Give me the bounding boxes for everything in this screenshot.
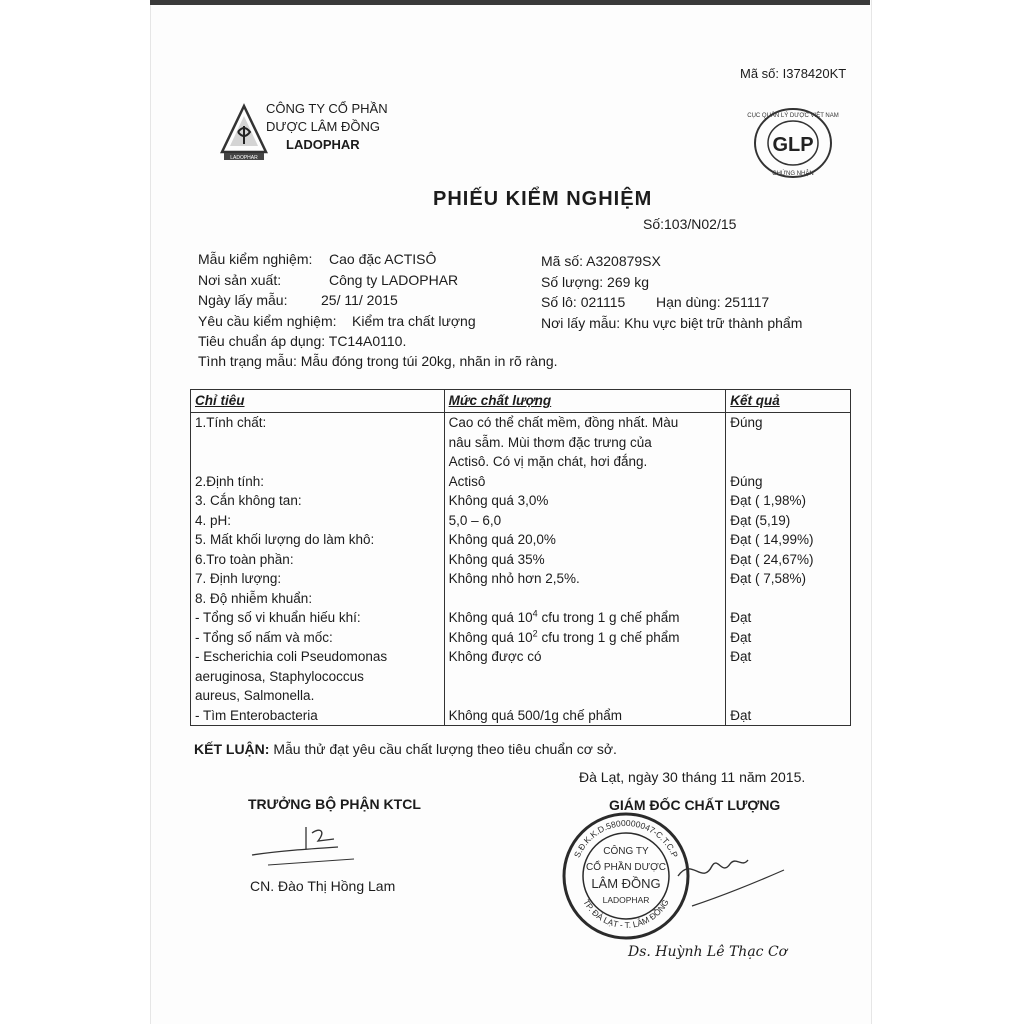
cell-criteria [191, 550, 445, 570]
cell-line: Đạt ( 1,98%) [730, 493, 807, 508]
right-signature-icon [672, 836, 792, 916]
sample-quantity: Số lượng: 269 kg [541, 274, 650, 290]
cell-line: Đạt [730, 610, 752, 625]
cell-result [726, 550, 851, 570]
place-date: Đà Lạt, ngày 30 tháng 11 năm 2015. [579, 769, 806, 785]
table-header-row [191, 390, 851, 413]
table-row [191, 628, 851, 648]
cell-result [726, 608, 851, 628]
cell-standard [444, 413, 726, 472]
cell-line: 6.Tro toàn phần: [195, 551, 294, 567]
cell-standard [444, 647, 726, 706]
standard-text: Tiêu chuẩn áp dụng: TC14A0110. [198, 333, 407, 349]
cell-line: Không quá 500/1g chế phẩm [448, 707, 622, 723]
cell-standard [444, 550, 726, 570]
cell-line: nâu sẫm. Mùi thơm đặc trưng của [448, 434, 652, 450]
cell-line [449, 589, 722, 609]
header-standard: Mức chất lượng [444, 390, 726, 413]
cell-standard [444, 491, 726, 511]
cell-line: Không quá 20,0% [448, 532, 556, 547]
cell-result [726, 491, 851, 511]
cell-standard [444, 706, 726, 726]
cell-result [726, 413, 851, 472]
cell-line: - Escherichia coli Pseudomonas [195, 649, 388, 664]
cell-line: Actisô. Có vị mặn chát, hơi đắng. [448, 454, 648, 469]
glp-seal-icon [747, 106, 839, 180]
cell-line: 7. Định lượng: [195, 571, 282, 586]
cell-line: - Tổng số nấm và mốc: [195, 629, 333, 645]
cell-result [726, 569, 851, 589]
conclusion [194, 741, 617, 758]
table-row [191, 589, 851, 609]
cell-criteria [191, 706, 445, 726]
cell-standard [444, 530, 726, 550]
table-row [191, 608, 851, 628]
company-name-line3: LADOPHAR [286, 137, 360, 152]
table-row [191, 706, 851, 726]
cell-standard [444, 608, 726, 628]
maker-value: Công ty LADOPHAR [329, 272, 459, 288]
table-row [191, 472, 851, 492]
cell-criteria [191, 647, 445, 706]
cell-line: Đạt [730, 649, 752, 664]
cell-result [726, 706, 851, 726]
cell-standard [444, 569, 726, 589]
cell-criteria [191, 530, 445, 550]
cell-line [195, 433, 440, 453]
table-row [191, 491, 851, 511]
cell-line: aureus, Salmonella. [195, 688, 315, 703]
cell-result [726, 511, 851, 531]
cell-line: Đạt (5,19) [730, 512, 791, 528]
cell-line: 3. Cắn không tan: [195, 493, 302, 508]
cell-line: Cao có thể chất mềm, đồng nhất. Màu [448, 415, 679, 430]
cell-line: Không quá 35% [448, 551, 545, 567]
table-row [191, 550, 851, 570]
page-top-edge [150, 0, 870, 5]
cell-line: - Tìm Enterobacteria [195, 707, 318, 723]
header-criteria: Chỉ tiêu [191, 390, 445, 413]
company-name-line2: DƯỢC LÂM ĐỒNG [266, 119, 380, 134]
test-results-table [190, 389, 851, 726]
cell-criteria [191, 413, 445, 472]
glp-seal-ring-top: CỤC QUẢN LÝ DƯỢC VIỆT NAM [747, 113, 839, 119]
stamp-line4: LADOPHAR [602, 895, 650, 905]
table-row [191, 530, 851, 550]
maker-label: Nơi sản xuất: [198, 272, 282, 288]
document-code: Mã số: I378420KT [740, 66, 847, 81]
header-result: Kết quả [726, 390, 851, 413]
sample-label: Mẫu kiểm nghiệm: [198, 251, 313, 267]
cell-line [449, 667, 722, 687]
expiry-date: Hạn dùng: 251117 [656, 294, 770, 310]
company-logo-icon [220, 104, 268, 162]
cell-result [726, 589, 851, 609]
cell-line: 5. Mất khối lượng do làm khô: [195, 532, 375, 547]
table-row [191, 511, 851, 531]
request-label: Yêu cầu kiểm nghiệm: [198, 313, 337, 329]
cell-standard [444, 628, 726, 648]
cell-line: Đạt ( 7,58%) [730, 571, 807, 586]
sample-code: Mã số: A320879SX [541, 253, 661, 269]
cell-line: Đạt ( 14,99%) [730, 532, 814, 547]
left-sign-name: CN. Đào Thị Hồng Lam [250, 878, 396, 894]
cell-line: - Tổng số vi khuẩn hiếu khí: [195, 610, 361, 625]
cell-line [730, 686, 846, 706]
cell-line: Không quá $10^4$ cfu trong 1 g chế phẩm [448, 608, 680, 625]
cell-line [730, 433, 846, 453]
cell-line [195, 452, 440, 472]
cell-criteria [191, 589, 445, 609]
cell-criteria [191, 511, 445, 531]
document-number: Số:103/N02/15 [643, 216, 737, 232]
lot-number: Số lô: 021115 [541, 294, 626, 310]
cell-result [726, 530, 851, 550]
cell-line [730, 452, 846, 472]
cell-line [449, 686, 722, 706]
cell-criteria [191, 608, 445, 628]
cell-line: Actisô [448, 473, 486, 489]
cell-line: 5,0 – 6,0 [448, 512, 502, 528]
cell-line: 2.Định tính: [195, 473, 265, 489]
cell-standard [444, 589, 726, 609]
conclusion-label: KẾT LUẬN: [194, 741, 270, 757]
sample-value: Cao đặc ACTISÔ [329, 251, 437, 267]
cell-line: 4. pH: [195, 512, 232, 528]
stamp-line1: CÔNG TY [603, 846, 649, 857]
right-sign-role: GIÁM ĐỐC CHẤT LƯỢNG [609, 797, 781, 813]
table-row [191, 647, 851, 706]
document-title: PHIẾU KIỂM NGHIỆM [433, 188, 653, 210]
left-signature-icon [248, 815, 368, 871]
glp-seal-center: GLP [772, 134, 814, 156]
condition-text: Tình trạng mẫu: Mẫu đóng trong túi 20kg, nhãn in rõ ràng. [198, 353, 558, 369]
cell-line: Không được có [448, 649, 542, 664]
cell-criteria [191, 491, 445, 511]
sampling-location: Nơi lấy mẫu: Khu vực biệt trữ thành phẩm [541, 315, 803, 331]
glp-seal-ring-bottom: CHỨNG NHẬN [772, 171, 814, 177]
cell-line: Đúng [730, 473, 763, 489]
cell-standard [444, 511, 726, 531]
stamp-ring-bottom: TP. ĐÀ LẠT - T. LÂM ĐỒNG [581, 897, 671, 931]
table-row [191, 569, 851, 589]
request-value: Kiểm tra chất lượng [352, 313, 476, 329]
cell-result [726, 647, 851, 706]
conclusion-text: Mẫu thử đạt yêu cầu chất lượng theo tiêu chuẩn cơ sở. [273, 741, 617, 757]
cell-standard [444, 472, 726, 492]
cell-line [730, 667, 846, 687]
cell-line: 8. Độ nhiễm khuẩn: [195, 590, 313, 606]
cell-line [730, 589, 846, 609]
cell-criteria [191, 628, 445, 648]
cell-line: Đạt [730, 707, 752, 723]
cell-line: aeruginosa, Staphylococcus [195, 668, 364, 684]
left-sign-role: TRƯỞNG BỘ PHẬN KTCL [248, 796, 421, 812]
cell-line: Đạt ( 24,67%) [730, 551, 814, 567]
cell-line: Không quá 3,0% [448, 493, 549, 508]
cell-criteria [191, 569, 445, 589]
date-value: 25/ 11/ 2015 [321, 292, 398, 308]
cell-line: Đúng [730, 415, 763, 430]
cell-result [726, 628, 851, 648]
cell-line: Không quá $10^2$ cfu trong 1 g chế phẩm [448, 628, 680, 645]
company-name-line1: CÔNG TY CỔ PHẦN [266, 101, 388, 116]
date-label: Ngày lấy mẫu: [198, 292, 288, 308]
stamp-line3: LÂM ĐỒNG [591, 876, 661, 891]
cell-result [726, 472, 851, 492]
cell-line: Không nhỏ hơn 2,5%. [448, 571, 580, 586]
cell-line: 1.Tính chất: [195, 415, 267, 430]
stamp-line2: CỔ PHẦN DƯỢC [586, 862, 666, 873]
cell-line: Đạt [730, 629, 752, 645]
svg-text:LADOPHAR: LADOPHAR [230, 155, 258, 161]
table-row [191, 413, 851, 472]
stamp-ring-top: S.Đ.K.K.D.5800000047-C.T.C.P [571, 817, 681, 860]
cell-criteria [191, 472, 445, 492]
right-sign-name: Ds. Huỳnh Lê Thạc Cơ [628, 944, 788, 960]
